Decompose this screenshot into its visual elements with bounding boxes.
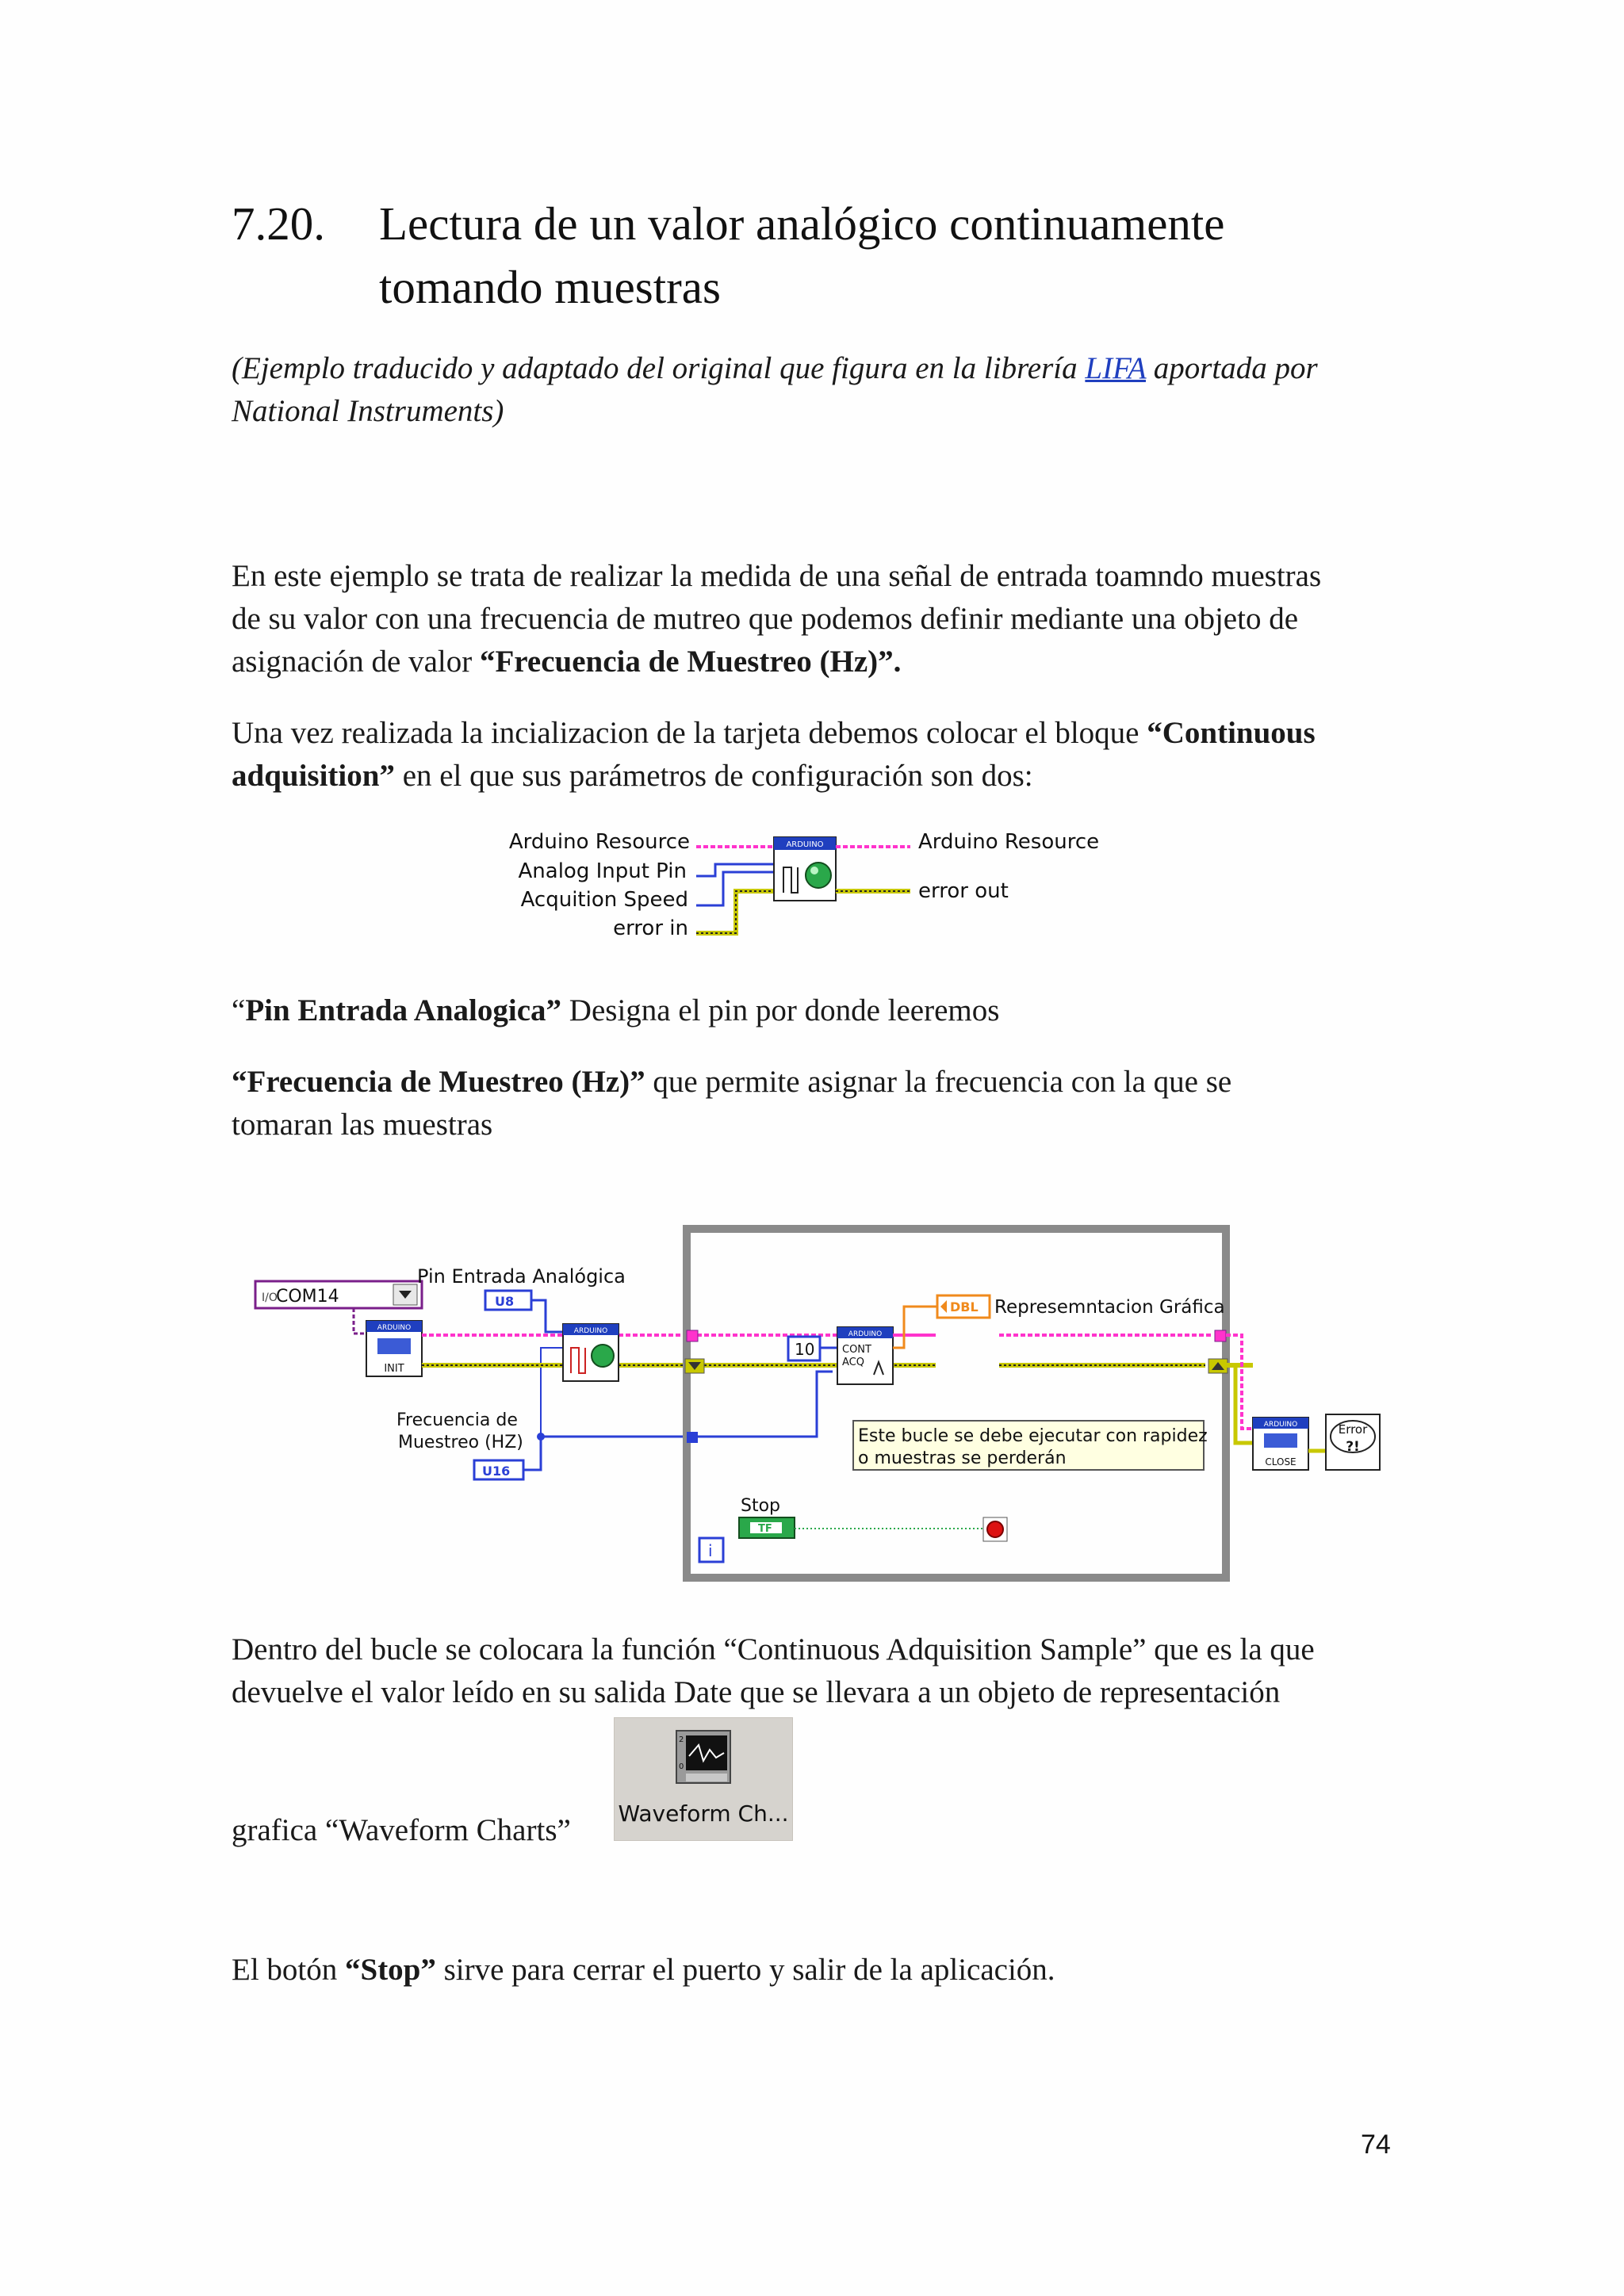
close-board-icon [1264,1433,1297,1448]
freq-wire-inside [698,1372,833,1437]
intro-text: (Ejemplo traducido y adaptado del original que figura en la librería [232,351,1086,385]
paragraph-1-line-1: En este ejemplo se trata de realizar la medida de una señal de entrada toamndo muestras [232,559,1322,593]
svg-text:2: 2 [679,1735,684,1744]
paragraph-6 [232,1949,1405,1992]
lifa-link[interactable]: LIFA [1085,351,1146,385]
pin-wire [696,864,774,876]
paragraph-5-line-1: Dentro del bucle se colocara la función “Continuous Adquisition Sample” que es la que [232,1632,1315,1667]
continuous-acquisition-block-diagram [508,826,1110,953]
section-title-line-2: tomando muestras [379,261,721,313]
svg-text:0: 0 [679,1762,684,1771]
data-wire [893,1307,937,1348]
paragraph-4 [232,1061,1405,1146]
cont-acq-header-label: ARDUINO [848,1330,883,1338]
section-number: 7.20. [232,197,325,250]
paragraph-4-bold: “Frecuencia de Muestreo (Hz)” [232,1065,645,1099]
input-label-error-in: error in [613,916,688,940]
error-label: Error [1338,1422,1368,1437]
page-number: 74 [1361,2130,1391,2160]
waveform-chart-palette-item [614,1717,793,1841]
freq-wire [523,1437,690,1470]
close-header-label: ARDUINO [1263,1421,1298,1429]
dbl-label: DBL [950,1299,979,1314]
paragraph-2-line-2: en el que sus parámetros de configuración son dos: [394,759,1033,793]
freq-wire-branch [541,1348,563,1437]
paragraph-3-bold: Pin Entrada Analogica” [245,993,562,1027]
input-label-analog-input-pin: Analog Input Pin [518,859,687,883]
intro-text-line-2: National Instruments) [232,394,504,428]
error-in-wire [696,891,774,933]
paragraph-6-bold: “Stop” [345,1953,436,1987]
paragraph-5 [232,1628,1405,1714]
com-port-value: COM14 [276,1287,339,1307]
block-header-label: ARDUINO [786,840,824,849]
output-label-error-out: error out [918,879,1009,903]
paragraph-3-quote: “ [232,993,246,1027]
pin-wire [531,1300,563,1332]
input-label-arduino-resource: Arduino Resource [508,830,690,854]
paragraph-5-end [232,1809,1405,1852]
paragraph-1-bold: “Frecuencia de Muestreo (Hz)”. [479,645,902,679]
stop-label: Stop [741,1496,781,1516]
input-label-acquition-speed: Acquition Speed [520,888,688,912]
freq-type: U16 [482,1464,511,1479]
paragraph-3-text: Designa el pin por donde leeremos [561,993,1000,1027]
paragraph-2-bold-2: adquisition” [232,759,395,793]
paragraph-4-line-1: que permite asignar la frecuencia con la que se [645,1065,1232,1099]
section-title-line-1: Lectura de un valor analógico continuamente [379,197,1225,250]
init-header-label: ARDUINO [377,1324,412,1332]
labview-block-diagram [246,1221,1388,1586]
paragraph-2-bold-1: “Continuous [1147,716,1316,750]
paragraph-1-line-3: asignación de valor [232,645,480,679]
freq-tunnel [687,1432,698,1443]
cont-label: CONT [842,1344,871,1356]
freq-label-line-2: Muestreo (HZ) [398,1433,523,1452]
pin-type: U8 [495,1294,515,1309]
led-highlight [810,867,818,874]
paragraph-4-line-2: tomaran las muestras [232,1108,493,1142]
error-wire-5 [1226,1365,1253,1443]
chart-label: Represemntacion Gráfica [994,1297,1225,1318]
pin-label: Pin Entrada Analógica [417,1265,626,1288]
constant-value: 10 [795,1340,815,1359]
output-label-arduino-resource: Arduino Resource [918,830,1100,854]
paragraph-6-post: sirve para cerrar el puerto y salir de la aplicación. [435,1953,1055,1987]
close-label: CLOSE [1265,1456,1297,1468]
init-label: INIT [384,1363,404,1375]
paragraph-2 [232,712,1405,798]
waveform-chart-label: Waveform Ch... [618,1800,789,1827]
arduino-board-icon [377,1338,411,1354]
waveform-chart-icon [675,1729,732,1785]
paragraph-6-pre: El botón [232,1953,345,1987]
resource-wire-4 [1226,1335,1253,1429]
comment-line-2: o muestras se perderán [858,1448,1067,1468]
resource-tunnel-left [687,1330,698,1341]
paragraph-5-line-3: grafica “Waveform Charts” [232,1813,571,1847]
intro-paragraph [232,347,1405,433]
green-led-icon [806,863,831,888]
io-icon: I/O [262,1292,278,1304]
paragraph-2-line-1: Una vez realizada la incializacion de la tarjeta debemos colocar el bloque [232,716,1147,750]
config-header-label: ARDUINO [573,1327,608,1335]
comment-line-1: Este bucle se debe ejecutar con rapidez [858,1426,1208,1446]
wire-junction [537,1433,545,1441]
paragraph-5-line-2: devuelve el valor leído en su salida Date que se llevara a un objeto de representación [232,1675,1281,1709]
com-wire [354,1308,366,1334]
config-led-icon [592,1345,614,1367]
resource-tunnel-right [1215,1330,1226,1341]
paragraph-3 [232,989,1405,1032]
iteration-label: i [708,1541,713,1560]
freq-label-line-1: Frecuencia de [396,1410,518,1430]
tf-label: TF [758,1523,772,1535]
paragraph-1-line-2: de su valor con una frecuencia de mutreo que podemos definir mediante una objeto de [232,602,1299,636]
error-mark: ?! [1346,1439,1360,1455]
intro-text-end: aportada por [1145,351,1318,385]
acq-label: ACQ [842,1357,864,1368]
stop-sign-icon [987,1521,1003,1537]
paragraph-1 [232,555,1405,683]
